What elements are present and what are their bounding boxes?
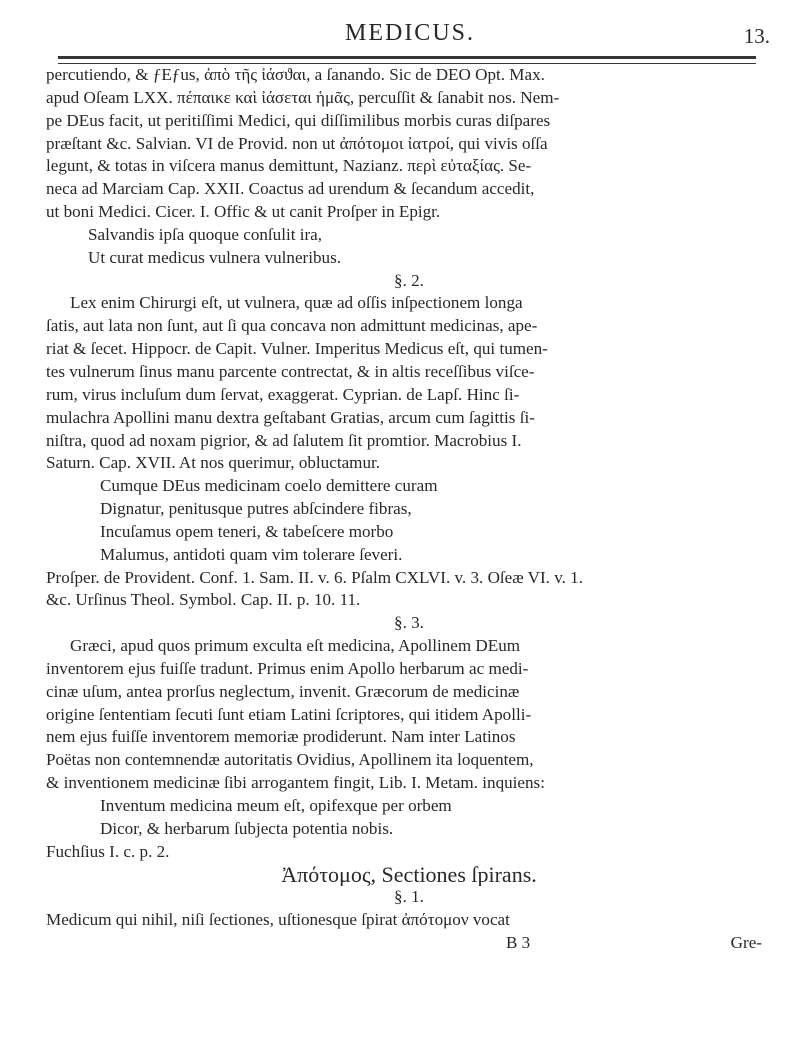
text-line: mulachra Apollini manu dextra geſtabant Gratias, arcum cum ſagittis ſi- [46,407,535,427]
text-line: Medicum qui nihil, niſi ſectiones, uſtionesque ſpirat ἀπότομον vocat [46,910,510,930]
text-line: rum, virus incluſum dum ſervat, exaggerat. Cyprian. de Lapſ. Hinc ſi- [46,384,520,404]
page-number: 13. [743,24,770,48]
text-line: Saturn. Cap. XVII. At nos querimur, obluctamur. [46,453,381,473]
signature-mark: B 3 [506,933,531,953]
text-line: tes vulnerum ſinus manu parcente contrectat, & in altis receſſibus viſce- [46,361,535,381]
text-line: legunt, & totas in viſcera manus demittunt, Nazianz. περὶ εὐταξίας. Se- [46,156,532,176]
citation-line: Fuchſius I. c. p. 2. [46,841,170,861]
text-line: inventorem ejus fuiſſe tradunt. Primus enim Apollo herbarum ac medi- [46,658,529,678]
text-line: ſatis, aut lata non ſunt, aut ſi qua concava non admittunt medicinas, ape- [46,316,538,336]
text-line: pe DEus facit, ut peritiſſimi Medici, qui diſſimilibus morbis curas diſpares [46,110,551,130]
text-line: ut boni Medici. Cicer. I. Offic & ut canit Proſper in Epigr. [46,202,441,222]
running-title: MEDICUS. [344,20,475,46]
section-mark: §. 2. [394,270,424,290]
text-line: riat & ſecet. Hippocr. de Capit. Vulner. Imperitus Medicus eſt, qui tumen- [46,339,548,359]
body-text [46,64,772,955]
verse-line: Malumus, antidoti quam vim tolerare ſeveri. [100,544,403,564]
text-line: niſtra, quod ad noxam pigrior, & ad ſalutem ſit promtior. Macrobius I. [46,430,522,450]
section-heading: Ἀπότομος, Sectiones ſpirans. [281,863,537,887]
text-line: cinæ uſum, antea prorſus neglectum, invenit. Græcorum de medicinæ [46,681,520,701]
text-line: percutiendo, & ƒEƒus, ἀπὸ τῆς ἰάσϑαι, a ſanando. Sic de DEO Opt. Max. [46,65,545,84]
verse-line: Cumque DEus medicinam coelo demittere curam [100,476,438,496]
header-rule [58,56,756,64]
verse-line: Dignatur, penitusque putres abſcindere fibras, [100,499,412,519]
text-line: Proſper. de Provident. Conf. 1. Sam. II. v. 6. Pſalm CXLVI. v. 3. Oſeæ VI. v. 1. [46,567,583,587]
section-mark: §. 1. [394,887,424,907]
section-mark: §. 3. [394,613,424,633]
verse-line: Salvandis ipſa quoque conſulit ira, [88,224,323,244]
text-line: origine ſententiam ſecuti ſunt etiam Latini ſcriptores, qui itidem Apolli- [46,704,532,724]
text-line: apud Oſeam LXX. πέπαικε καὶ ἰάσεται ἡμᾶς, percuſſit & ſanabit nos. Nem- [46,87,560,107]
verse-line: Incuſamus opem teneri, & tabeſcere morbo [100,521,394,541]
page-header [50,2,770,54]
text-line: & inventionem medicinæ ſibi arrogantem fingit, Lib. I. Metam. inquiens: [46,773,545,793]
text-line: Græci, apud quos primum exculta eſt medicina, Apollinem DEum [70,636,521,656]
catchword: Gre- [730,933,762,953]
text-line: nem ejus fuiſſe inventorem memoriæ prodiderunt. Nam inter Latinos [46,727,516,747]
text-line: &c. Urſinus Theol. Symbol. Cap. II. p. 10. 11. [46,590,361,610]
text-line: Poëtas non contemnendæ autoritatis Ovidius, Apollinem ita loquentem, [46,750,534,770]
verse-line: Dicor, & herbarum ſubjecta potentia nobis. [100,818,394,838]
text-line: Lex enim Chirurgi eſt, ut vulnera, quæ ad oſſis inſpectionem longa [70,293,523,313]
text-line: præſtant &c. Salvian. VI de Provid. non ut ἀπότομοι ἰατροί, qui vivis oſſa [46,133,548,153]
verse-line: Ut curat medicus vulnera vulneribus. [88,247,342,267]
page-footer [46,932,772,955]
text-line: neca ad Marciam Cap. XXII. Coactus ad urendum & ſecandum accedit, [46,179,535,199]
verse-line: Inventum medicina meum eſt, opifexque per orbem [100,796,452,815]
